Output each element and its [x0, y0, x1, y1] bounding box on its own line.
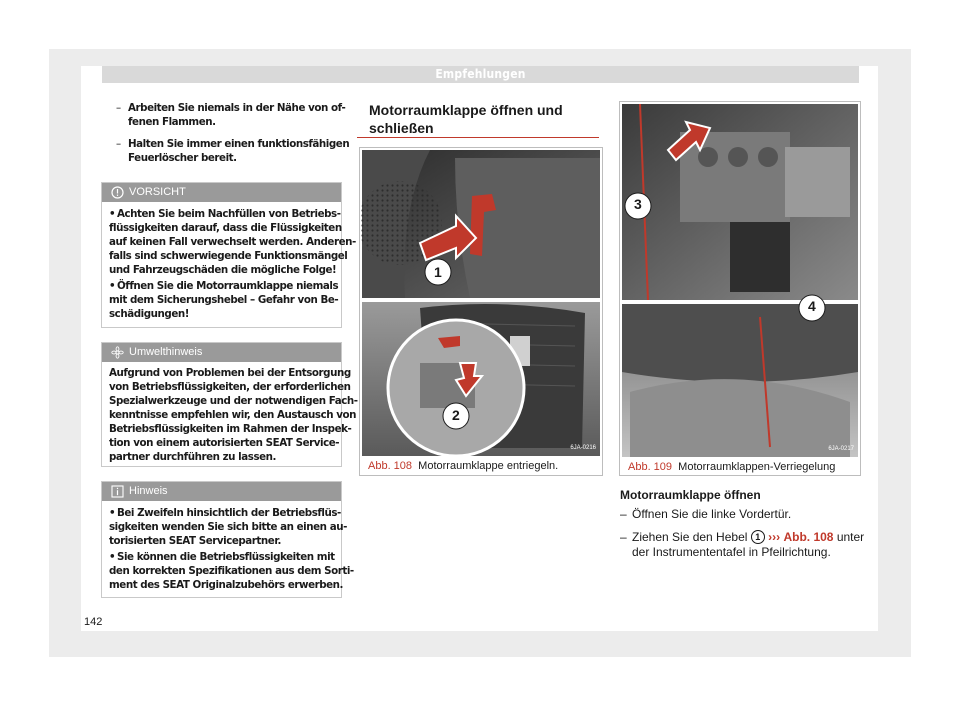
vorsicht-line: und Fahrzeugschäden die mögliche Folge! [109, 264, 337, 276]
list-item-text: Arbeiten Sie niemals in der Nähe von of- [128, 102, 346, 114]
list-dash: – [116, 138, 121, 150]
list-item-text: Feuerlöscher bereit. [128, 152, 237, 164]
figure-caption-text: Motorraumklappen-Verriegelung [678, 461, 836, 473]
warning-icon [111, 186, 124, 199]
figure-caption [368, 459, 558, 473]
figure-code: 6JA-0216 [570, 445, 596, 451]
subheading: Motorraumklappe öffnen [620, 488, 761, 502]
hinweis-line: ment des SEAT Originalzubehörs erwerben. [109, 579, 344, 591]
vorsicht-line: Öffnen Sie die Motorraumklappe niemals [117, 280, 339, 292]
bullet-icon: • [109, 208, 116, 220]
umwelt-line: tion von einem autorisierten SEAT Service- [109, 437, 340, 449]
figure-number: Abb. 108 [368, 460, 413, 472]
hinweis-line: Sie können die Betriebsflüssigkeiten mit [117, 551, 335, 563]
hood-release-illustration [360, 148, 602, 458]
section-heading-line2: schließen [369, 120, 434, 136]
hinweis-line: den korrekten Spezifikationen aus dem Sorti- [109, 565, 354, 577]
vorsicht-line: auf keinen Fall verwechselt werden. Anderen- [109, 236, 356, 248]
vorsicht-line: Achten Sie beim Nachfüllen von Betriebs- [117, 208, 341, 220]
umwelt-header [102, 343, 341, 362]
vorsicht-line: schädigungen! [109, 308, 189, 320]
umwelt-line: Aufgrund von Problemen bei der Entsorgung [109, 367, 351, 379]
figure-code: 6JA-0217 [828, 446, 854, 452]
hood-latch-illustration [620, 102, 860, 459]
section-heading-line1: Motorraumklappe öffnen und [369, 102, 563, 118]
hinweis-line: sigkeiten wenden Sie sich bitte an einen au- [109, 521, 347, 533]
step-2-text-end: unter [836, 530, 865, 544]
step-2-line1 [632, 530, 864, 545]
vorsicht-line: mit dem Sicherungshebel – Gefahr von Be- [109, 294, 339, 306]
figure-108 [359, 147, 603, 476]
umwelt-line: partner durchführen zu lassen. [109, 451, 276, 463]
step-2-text: Ziehen Sie den Hebel [632, 530, 748, 544]
list-dash: – [116, 102, 121, 114]
callout-2: 2 [452, 407, 460, 423]
hinweis-header [102, 482, 341, 501]
step-dash: – [620, 530, 627, 544]
lever-reference-badge: 1 [751, 530, 765, 544]
callout-4: 4 [808, 298, 816, 314]
figure-109 [619, 101, 861, 476]
info-icon [111, 485, 124, 498]
vorsicht-line: flüssigkeiten darauf, dass die Flüssigkeiten [109, 222, 342, 234]
umwelt-line: Spezialwerkzeuge und der notwendigen Fach- [109, 395, 358, 407]
step-1-text: Öffnen Sie die linke Vordertür. [632, 507, 792, 521]
environment-flower-icon [111, 346, 124, 359]
bullet-icon: • [109, 507, 116, 519]
vorsicht-header [102, 183, 341, 202]
reference-arrow[interactable]: ››› [768, 530, 781, 544]
umwelt-line: kenntnisse empfehlen wir, den Austausch von [109, 409, 357, 421]
figure-caption-text: Motorraumklappe entriegeln. [418, 460, 559, 472]
step-dash: – [620, 507, 627, 521]
step-2-line2: der Instrumententafel in Pfeilrichtung. [632, 545, 831, 559]
list-item-text: fenen Flammen. [128, 116, 216, 128]
callout-3: 3 [634, 196, 642, 212]
figure-caption [628, 460, 835, 474]
hinweis-title: Hinweis [129, 485, 168, 497]
heading-underline [357, 137, 599, 138]
figure-link[interactable]: Abb. 108 [783, 530, 834, 544]
bullet-icon: • [109, 280, 116, 292]
section-header: Empfehlungen [102, 66, 859, 83]
page-number: 142 [84, 616, 103, 628]
vorsicht-line: falls sind schwerwiegende Funktionsmängel [109, 250, 348, 262]
vorsicht-title: VORSICHT [129, 186, 186, 198]
callout-1: 1 [434, 264, 442, 280]
list-item-text: Halten Sie immer einen funktionsfähigen [128, 138, 350, 150]
hinweis-line: Bei Zweifeln hinsichtlich der Betriebsflüs- [117, 507, 341, 519]
umwelt-line: Betriebsflüssigkeiten im Rahmen der Inspek- [109, 423, 352, 435]
figure-number: Abb. 109 [628, 461, 673, 473]
hinweis-line: torisierten SEAT Servicepartner. [109, 535, 281, 547]
umwelt-line: von Betriebsflüssigkeiten, der erforderlichen [109, 381, 351, 393]
bullet-icon: • [109, 551, 116, 563]
umwelt-title: Umwelthinweis [129, 346, 203, 358]
